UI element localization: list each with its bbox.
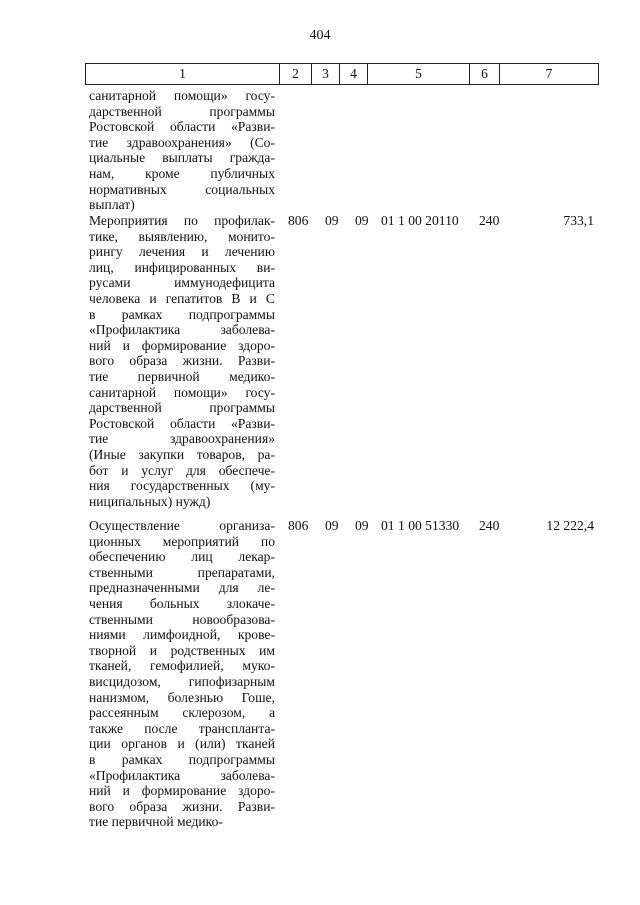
description-line: ственными препаратами, <box>89 564 275 580</box>
description-line: нам, кроме публичных <box>89 165 275 181</box>
description-line: вого образа жизни. Разви- <box>89 353 275 369</box>
description-line: человека и гепатитов В и С <box>89 290 275 306</box>
row-description <box>89 88 275 213</box>
cell-c6: 240 <box>479 213 500 228</box>
description-line: дарственной программы <box>89 400 275 416</box>
description-line: также после транспланта- <box>89 720 275 736</box>
description-line: рассеянным склерозом, а <box>89 705 275 721</box>
description-line: «Профилактика заболева- <box>89 767 275 783</box>
description-line: Ростовской области «Разви- <box>89 119 275 135</box>
description-line: Осуществление организа- <box>89 518 275 533</box>
description-line: тие первичной медико- <box>89 368 275 384</box>
description-line: Мероприятия по профилак- <box>89 213 275 228</box>
description-line: «Профилактика заболева- <box>89 322 275 338</box>
description-line: лиц, инфицированных ви- <box>89 259 275 275</box>
cell-c3: 09 <box>325 213 339 228</box>
description-line: предназначенными для ле- <box>89 580 275 596</box>
description-line: бот и услуг для обеспече- <box>89 462 275 478</box>
cell-c3: 09 <box>325 518 339 533</box>
cell-c6: 240 <box>479 518 500 533</box>
cell-c4: 09 <box>355 213 369 228</box>
cell-c7: 733,1 <box>563 213 594 228</box>
col-header-5: 5 <box>368 64 470 85</box>
col-header-6: 6 <box>470 64 500 85</box>
description-line: творной и родственных им <box>89 642 275 658</box>
description-line: ционных мероприятий по <box>89 533 275 549</box>
description-line: рингу лечения и лечению <box>89 244 275 260</box>
description-line: висцидозом, гипофизарным <box>89 673 275 689</box>
description-line: тие здравоохранения» <box>89 431 275 447</box>
description-line: тканей, гемофилией, муко- <box>89 658 275 674</box>
description-line: в рамках подпрограммы <box>89 306 275 322</box>
table-header <box>85 63 599 85</box>
description-line: ний и формирование здоро- <box>89 337 275 353</box>
cell-c5: 01 1 00 51330 <box>381 518 460 533</box>
col-header-7: 7 <box>500 64 599 85</box>
description-line: (Иные закупки товаров, ра- <box>89 446 275 462</box>
description-line: чения больных злокаче- <box>89 595 275 611</box>
description-line: вого образа жизни. Разви- <box>89 798 275 814</box>
col-header-1: 1 <box>86 64 280 85</box>
description-line: ний и формирование здоро- <box>89 783 275 799</box>
col-header-3: 3 <box>312 64 340 85</box>
description-line: санитарной помощи» госу- <box>89 384 275 400</box>
description-line: Ростовской области «Разви- <box>89 415 275 431</box>
cell-c4: 09 <box>355 518 369 533</box>
description-line: тике, выявлению, монито- <box>89 228 275 244</box>
row-description <box>89 518 275 830</box>
description-line: ниципальных) нужд) <box>89 493 211 509</box>
description-line: ниями лимфоидной, крове- <box>89 627 275 643</box>
page-number: 404 <box>309 28 331 43</box>
description-line: в рамках подпрограммы <box>89 751 275 767</box>
description-line: ния государственных (му- <box>89 478 275 494</box>
cell-c2: 806 <box>288 213 309 228</box>
description-line: нормативных социальных <box>89 181 275 197</box>
description-line: дарственной программы <box>89 103 275 119</box>
row-description <box>89 213 275 509</box>
description-line: нанизмом, болезнью Гоше, <box>89 689 275 705</box>
description-line: русами иммунодефицита <box>89 275 275 291</box>
description-line: тие первичной медико- <box>89 814 223 830</box>
col-header-4: 4 <box>340 64 368 85</box>
description-line: тие здравоохранения» (Со- <box>89 134 275 150</box>
description-line: обеспечению лиц лекар- <box>89 549 275 565</box>
cell-c5: 01 1 00 20110 <box>381 213 459 228</box>
description-line: выплат) <box>89 197 135 213</box>
col-header-2: 2 <box>280 64 312 85</box>
description-line: ственными новообразова- <box>89 611 275 627</box>
description-line: санитарной помощи» госу- <box>89 88 275 103</box>
description-line: циальные выплаты гражда- <box>89 150 275 166</box>
description-line: ции органов и (или) тканей <box>89 736 275 752</box>
cell-c7: 12 222,4 <box>546 518 594 533</box>
cell-c2: 806 <box>288 518 309 533</box>
